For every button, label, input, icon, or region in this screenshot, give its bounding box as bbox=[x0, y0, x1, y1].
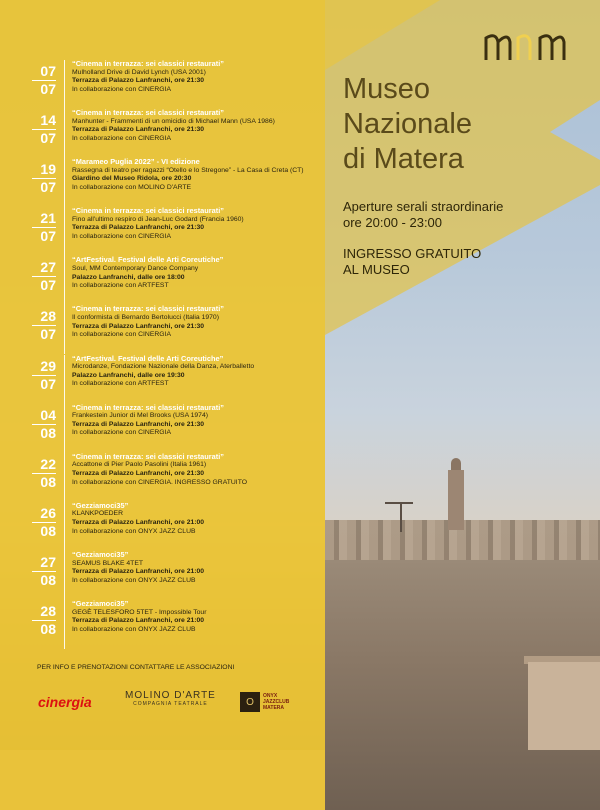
event-day: 29 bbox=[40, 357, 56, 374]
event-description: Fino all'ultimo respiro di Jean-Luc Godard (Francia 1960) bbox=[72, 215, 244, 223]
event-day: 28 bbox=[40, 308, 56, 325]
event-date bbox=[32, 456, 56, 491]
event-location: Terrazza di Palazzo Lanfranchi, ore 21:30 bbox=[72, 322, 205, 330]
event-item bbox=[22, 256, 322, 305]
event-title: “Gezziamoci35” bbox=[72, 549, 129, 559]
event-divider-line bbox=[64, 109, 65, 158]
events-list bbox=[22, 60, 322, 649]
event-description: Soul, MM Contemporary Dance Company bbox=[72, 264, 199, 272]
event-date bbox=[32, 407, 56, 442]
event-location: Terrazza di Palazzo Lanfranchi, ore 21:30 bbox=[72, 126, 205, 134]
event-location: Giardino del Museo Ridola, ore 20:30 bbox=[72, 175, 192, 183]
event-title: “ArtFestival. Festival delle Arti Coreutiche” bbox=[72, 255, 224, 265]
event-divider-line bbox=[64, 453, 65, 502]
event-day: 28 bbox=[40, 603, 56, 620]
event-collaboration: In collaborazione con CINERGIA bbox=[72, 429, 171, 437]
event-collaboration: In collaborazione con ARTFEST bbox=[72, 282, 169, 290]
event-title: “Gezziamoci35” bbox=[72, 500, 129, 510]
opening-hours bbox=[343, 199, 578, 231]
event-title: “ArtFestival. Festival delle Arti Coreutiche” bbox=[72, 353, 224, 363]
event-item bbox=[22, 355, 322, 404]
onyx-line: MATERA bbox=[263, 705, 285, 711]
event-date bbox=[32, 358, 56, 393]
event-date bbox=[32, 308, 56, 343]
event-description: Manhunter - Frammenti di un omicidio di Michael Mann (USA 1986) bbox=[72, 117, 275, 125]
event-day: 04 bbox=[40, 406, 56, 423]
event-month: 07 bbox=[40, 277, 56, 294]
event-location: Terrazza di Palazzo Lanfranchi, ore 21:00 bbox=[72, 519, 205, 527]
free-entry-note bbox=[343, 246, 578, 278]
event-title: “Cinema in terrazza: sei classici restaurati” bbox=[72, 451, 224, 461]
subtitle-line: Aperture serali straordinarie bbox=[343, 199, 504, 214]
museum-logo-icon bbox=[484, 30, 570, 64]
event-title: “Cinema in terrazza: sei classici restaurati” bbox=[72, 108, 224, 118]
event-item bbox=[22, 453, 322, 502]
event-divider-line bbox=[64, 355, 65, 404]
event-item bbox=[22, 158, 322, 207]
event-item bbox=[22, 60, 322, 109]
onyx-jazz-club-logo bbox=[240, 690, 289, 714]
event-details bbox=[72, 600, 322, 634]
event-date bbox=[32, 161, 56, 196]
cinergia-logo bbox=[38, 690, 92, 714]
event-day: 07 bbox=[40, 63, 56, 79]
onyx-text bbox=[263, 693, 289, 711]
event-description: Microdanze, Fondazione Nazionale della Danza, Aterballetto bbox=[72, 363, 255, 371]
title-line: di Matera bbox=[343, 143, 464, 175]
event-divider-line bbox=[64, 207, 65, 256]
event-item bbox=[22, 109, 322, 158]
event-divider-line bbox=[64, 502, 65, 551]
title-line: Museo bbox=[343, 73, 431, 105]
event-location: Terrazza di Palazzo Lanfranchi, ore 21:30 bbox=[72, 469, 205, 477]
event-collaboration: In collaborazione con CINERGIA bbox=[72, 85, 171, 93]
event-divider-line bbox=[64, 256, 65, 305]
event-item bbox=[22, 207, 322, 256]
event-divider-line bbox=[64, 158, 65, 207]
event-details bbox=[72, 305, 322, 339]
event-month: 08 bbox=[40, 571, 56, 588]
event-description: Frankestein Junior di Mel Brooks (USA 1974) bbox=[72, 412, 208, 420]
event-details bbox=[72, 60, 322, 94]
event-title: “Cinema in terrazza: sei classici restaurati” bbox=[72, 59, 224, 68]
event-details bbox=[72, 109, 322, 143]
event-date bbox=[32, 603, 56, 638]
event-month: 07 bbox=[40, 228, 56, 245]
event-collaboration: In collaborazione con ONYX JAZZ CLUB bbox=[72, 625, 196, 633]
event-details bbox=[72, 256, 322, 290]
event-collaboration: In collaborazione con ONYX JAZZ CLUB bbox=[72, 527, 196, 535]
museum-title bbox=[343, 72, 583, 177]
event-month: 07 bbox=[40, 326, 56, 343]
event-title: “Gezziamoci35” bbox=[72, 599, 129, 609]
molino-sub: COMPAGNIA TEATRALE bbox=[133, 701, 208, 707]
event-details bbox=[72, 551, 322, 585]
event-month: 07 bbox=[40, 81, 56, 97]
event-date bbox=[32, 112, 56, 147]
event-collaboration: In collaborazione con CINERGIA bbox=[72, 331, 171, 339]
event-location: Palazzo Lanfranchi, dalle ore 19:30 bbox=[72, 371, 185, 379]
event-day: 19 bbox=[40, 161, 56, 178]
entry-line: AL MUSEO bbox=[343, 262, 410, 277]
event-description: Mulholland Drive di David Lynch (USA 2001) bbox=[72, 68, 206, 76]
onyx-line: ONYX bbox=[263, 693, 278, 699]
event-item bbox=[22, 404, 322, 453]
event-item bbox=[22, 305, 322, 354]
entry-line: INGRESSO GRATUITO bbox=[343, 246, 482, 261]
event-date bbox=[32, 505, 56, 540]
event-divider-line bbox=[64, 305, 65, 354]
event-divider-line bbox=[64, 60, 65, 109]
event-description: SEAMUS BLAKE 4TET bbox=[72, 559, 144, 567]
event-month: 07 bbox=[40, 375, 56, 392]
event-day: 14 bbox=[40, 112, 56, 129]
molino-darte-logo bbox=[125, 690, 216, 714]
event-title: “Cinema in terrazza: sei classici restaurati” bbox=[72, 206, 224, 216]
event-description: Accattone di Pier Paolo Pasolini (Italia 1961) bbox=[72, 461, 207, 469]
event-location: Terrazza di Palazzo Lanfranchi, ore 21:30 bbox=[72, 77, 205, 85]
event-date bbox=[32, 259, 56, 294]
event-month: 07 bbox=[40, 179, 56, 196]
event-divider-line bbox=[64, 600, 65, 649]
event-location: Terrazza di Palazzo Lanfranchi, ore 21:00 bbox=[72, 617, 205, 625]
event-collaboration: In collaborazione con CINERGIA. INGRESSO GRATUITO bbox=[72, 478, 248, 486]
event-day: 27 bbox=[40, 553, 56, 570]
event-title: “Marameo Puglia 2022” - VI edizione bbox=[72, 157, 200, 167]
event-details bbox=[72, 502, 322, 536]
event-day: 26 bbox=[40, 504, 56, 521]
cinergia-label: cinergia bbox=[38, 694, 92, 710]
event-description: KLANKPOEDER bbox=[72, 510, 123, 518]
onyx-line: JAZZCLUB bbox=[263, 699, 290, 705]
event-date bbox=[32, 210, 56, 245]
event-details bbox=[72, 207, 322, 241]
event-date bbox=[32, 63, 56, 98]
title-line: Nazionale bbox=[343, 108, 472, 140]
event-month: 07 bbox=[40, 130, 56, 147]
event-item bbox=[22, 551, 322, 600]
event-collaboration: In collaborazione con MOLINO D'ARTE bbox=[72, 183, 192, 191]
event-divider-line bbox=[64, 404, 65, 453]
event-location: Palazzo Lanfranchi, dalle ore 18:00 bbox=[72, 273, 185, 281]
event-day: 22 bbox=[40, 455, 56, 472]
event-location: Terrazza di Palazzo Lanfranchi, ore 21:30 bbox=[72, 420, 205, 428]
event-item bbox=[22, 600, 322, 649]
event-details bbox=[72, 453, 322, 487]
molino-main: MOLINO D'ARTE bbox=[125, 690, 216, 701]
event-location: Terrazza di Palazzo Lanfranchi, ore 21:00 bbox=[72, 568, 205, 576]
event-details bbox=[72, 355, 322, 389]
event-month: 08 bbox=[40, 522, 56, 539]
event-location: Terrazza di Palazzo Lanfranchi, ore 21:30 bbox=[72, 224, 205, 232]
event-details bbox=[72, 158, 322, 192]
subtitle-line: ore 20:00 - 23:00 bbox=[343, 215, 443, 230]
event-collaboration: In collaborazione con CINERGIA bbox=[72, 134, 171, 142]
onyx-mark-icon: O bbox=[240, 692, 260, 712]
event-divider-line bbox=[64, 551, 65, 600]
event-title: “Cinema in terrazza: sei classici restaurati” bbox=[72, 304, 224, 314]
event-description: Il conformista di Bernardo Bertolucci (Italia 1970) bbox=[72, 314, 219, 322]
info-text: PER INFO E PRENOTAZIONI CONTATTARE LE ASSOCIAZIONI bbox=[37, 664, 235, 671]
event-collaboration: In collaborazione con ONYX JAZZ CLUB bbox=[72, 576, 196, 584]
event-month: 08 bbox=[40, 473, 56, 490]
event-title: “Cinema in terrazza: sei classici restaurati” bbox=[72, 402, 224, 412]
event-date bbox=[32, 554, 56, 589]
event-item bbox=[22, 502, 322, 551]
event-description: GEGÈ TELESFORO 5TET - Impossible Tour bbox=[72, 608, 207, 616]
event-month: 08 bbox=[40, 621, 56, 638]
event-day: 21 bbox=[40, 210, 56, 227]
event-day: 27 bbox=[40, 259, 56, 276]
event-collaboration: In collaborazione con CINERGIA bbox=[72, 233, 171, 241]
event-month: 08 bbox=[40, 424, 56, 441]
event-collaboration: In collaborazione con ARTFEST bbox=[72, 380, 169, 388]
event-details bbox=[72, 404, 322, 438]
event-description: Rassegna di teatro per ragazzi “Otello e lo Stregone” - La Casa di Creta (CT) bbox=[72, 166, 304, 174]
